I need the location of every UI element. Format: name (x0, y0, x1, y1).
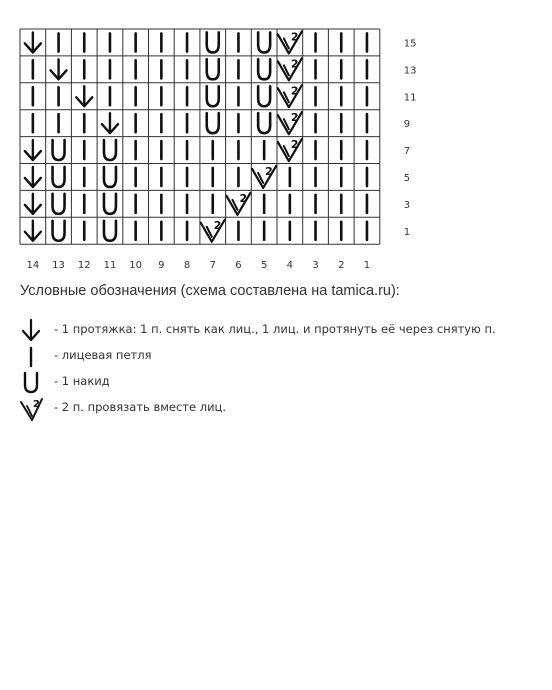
cell-pull (25, 140, 41, 160)
cell-yo (104, 194, 116, 214)
row-label: 1 (403, 226, 411, 238)
row-label: 5 (403, 172, 411, 184)
cell-k2tog (226, 192, 250, 215)
k2tog-mark: 2 (265, 164, 273, 178)
cell-yo (258, 86, 270, 106)
cell-yo (258, 32, 270, 52)
cell-yo (207, 59, 219, 79)
row-label: 7 (403, 146, 411, 158)
cell-yo (53, 221, 65, 241)
column-label: 6 (235, 260, 242, 270)
column-label: 5 (260, 260, 268, 270)
k2tog-mark: 2 (239, 191, 248, 205)
cell-pull (51, 59, 67, 79)
legend-text-yo: - 1 накид (54, 374, 110, 388)
column-label: 8 (183, 260, 191, 270)
cell-k2tog (278, 138, 302, 161)
column-label: 10 (129, 260, 143, 270)
cell-yo (104, 167, 116, 187)
k2tog-mark: 2 (290, 138, 299, 152)
cell-yo (104, 221, 116, 241)
cell-k2tog (252, 165, 276, 188)
row-label: 9 (403, 119, 411, 131)
cell-pull (102, 113, 118, 133)
column-label: 14 (26, 260, 40, 270)
cell-yo (207, 86, 219, 106)
cell-k2tog (278, 57, 302, 80)
column-label: 12 (77, 260, 91, 270)
cell-yo (258, 59, 270, 79)
cell-k2tog (278, 30, 302, 53)
column-label: 4 (286, 260, 294, 270)
knitting-chart (0, 0, 552, 270)
row-label: 13 (403, 65, 417, 77)
legend-item-knit (14, 344, 544, 368)
column-label: 1 (363, 260, 371, 270)
column-label: 7 (209, 260, 216, 270)
k2tog-mark: 2 (290, 30, 299, 44)
row-label: 15 (403, 38, 417, 50)
cell-yo (53, 167, 65, 187)
cell-yo (207, 32, 219, 52)
k2tog-mark: 2 (213, 218, 222, 232)
cell-yo (53, 140, 65, 160)
k2tog-mark: 2 (290, 57, 299, 71)
row-labels (404, 38, 417, 237)
cell-pull (25, 194, 41, 214)
legend-text-pull: - 1 протяжка: 1 п. снять как лиц., 1 лиц. и протянуть её через снятую п. (54, 322, 496, 336)
cell-pull (25, 32, 41, 52)
column-label: 2 (338, 260, 345, 270)
row-label: 11 (403, 92, 417, 104)
cell-yo (53, 194, 65, 214)
legend-text-k2tog: - 2 п. провязать вместе лиц. (54, 400, 227, 414)
yarn-over-icon (18, 370, 44, 394)
cell-k2tog (278, 84, 302, 107)
knit-stitch-icon (18, 344, 44, 368)
column-label: 11 (103, 260, 117, 270)
legend-item-k2tog (14, 396, 544, 420)
legend-item-pull (14, 318, 544, 342)
k2tog-icon-mark: 2 (33, 399, 40, 410)
pull-stitch-icon (18, 318, 44, 342)
legend-item-yo (14, 370, 544, 394)
cell-yo (104, 140, 116, 160)
column-label: 3 (312, 260, 319, 270)
cell-pull (25, 167, 41, 187)
chart-grid (20, 29, 380, 244)
cell-k2tog (201, 219, 225, 242)
cell-yo (207, 113, 219, 133)
column-labels (26, 260, 370, 270)
legend-title: Условные обозначения (схема составлена на tamica.ru): (20, 283, 400, 299)
row-label: 3 (403, 199, 411, 211)
column-label: 9 (158, 260, 165, 270)
cell-k2tog (278, 111, 302, 134)
k2tog-icon (18, 396, 46, 422)
cell-pull (76, 86, 92, 106)
cell-pull (25, 221, 41, 241)
legend-text-knit: - лицевая петля (54, 348, 152, 362)
cell-yo (258, 113, 270, 133)
k2tog-mark: 2 (290, 111, 299, 125)
k2tog-mark: 2 (290, 84, 299, 98)
column-label: 13 (52, 260, 65, 270)
